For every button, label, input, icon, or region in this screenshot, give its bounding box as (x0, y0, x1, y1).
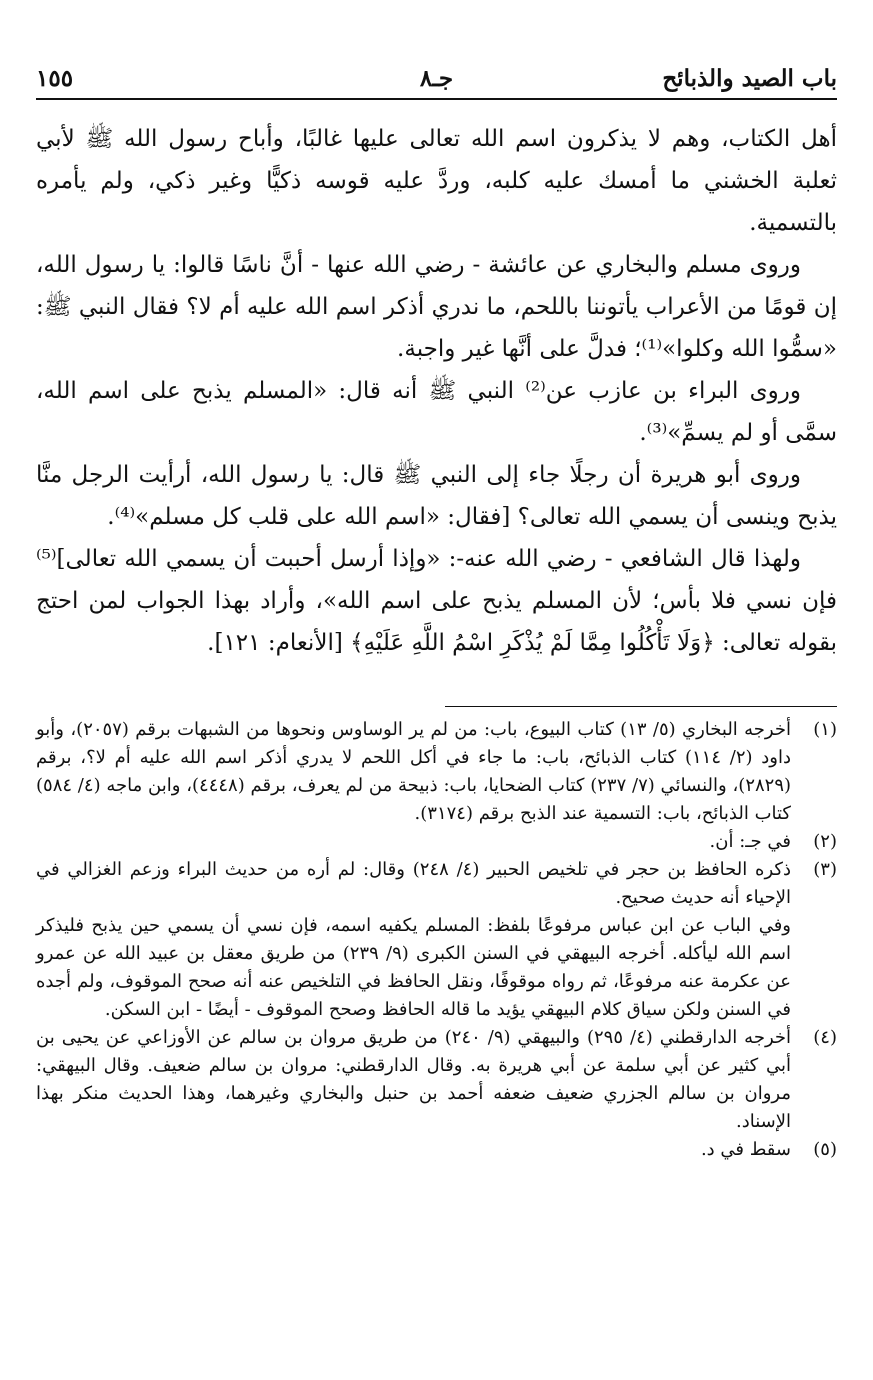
footnote-text: أخرجه الدارقطني (٤/ ٢٩٥) والبيهقي (٩/ ٢٤٠) من طريق مروان بن سالم عن الأوزاعي عن يحيى بن أبي كثير عن أبي سلمة عن أبي هريرة به. وقال الدارقطني: مروان بن سالم ضعيف. وقال البيهقي: مروان بن سالم الجزري ضعيف ضعفه أحمد بن حنبل والبخاري وغيرهما، وهذا الحديث منكر بهذا الإسناد. (36, 1027, 792, 1132)
page-number: ١٥٥ (36, 65, 74, 92)
paragraph: أهل الكتاب، وهم لا يذكرون اسم الله تعالى عليها غالبًا، وأباح رسول الله ﷺ لأبي ثعلبة الخشني ما أمسك عليه كلبه، وردَّ عليه قوسه ذكيًّا وغير ذكي، ولم يأمره بالتسمية. (36, 126, 837, 236)
running-header (36, 56, 837, 100)
volume-label: جـ٨ (419, 65, 454, 92)
footnote-text: أخرجه البخاري (٥/ ١٣) كتاب البيوع، باب: من لم ير الوساوس ونحوها من الشبهات برقم (٢٠٥٧)، وأبو داود (٢/ ١١٤) كتاب الذبائح، باب: ما جاء في أكل اللحم لا يدري أذكر اسم الله عليه أم لا؟، برقم (٢٨٢٩)، والنسائي (٧/ ٢٣٧) كتاب الضحايا، باب: ذبيحة من لم يعرف، برقم (٤٤٤٨)، وابن ماجه (٤/ ٥٨٤) كتاب الذبائح، باب: التسمية عند الذبح برقم (٣١٧٤). (36, 719, 792, 824)
footnote-separator (445, 706, 837, 707)
footnote-number: (٤) (813, 1027, 837, 1048)
main-text (36, 118, 837, 664)
footnote (36, 856, 837, 1024)
footnote-number: (٣) (813, 859, 837, 880)
footnote (36, 1024, 837, 1136)
footnote (36, 1136, 837, 1164)
paragraph: ولهذا قال الشافعي - رضي الله عنه-: «وإذا أرسل أحببت أن يسمي الله تعالى]⁽⁵⁾ فإن نسي فلا بأس؛ لأن المسلم يذبح على اسم الله»، وأراد بهذا الجواب لمن احتج بقوله تعالى: ﴿وَلَا تَأْكُلُوا مِمَّا لَمْ يُذْكَرِ اسْمُ اللَّهِ عَلَيْهِ﴾ [الأنعام: ١٢١]. (36, 546, 837, 656)
footnote-number: (١) (813, 719, 837, 740)
footnote (36, 716, 837, 828)
footnote-text: ذكره الحافظ بن حجر في تلخيص الحبير (٤/ ٢٤٨) وقال: لم أره من حديث البراء وزعم الغزالي في الإحياء أنه حديث صحيح. (36, 859, 792, 908)
chapter-title: باب الصيد والذبائح (662, 65, 837, 92)
footnote-number: (٢) (813, 831, 837, 852)
paragraph: وروى مسلم والبخاري عن عائشة - رضي الله عنها - أنَّ ناسًا قالوا: يا رسول الله، إن قومًا من الأعراب يأتوننا باللحم، ما ندري أذكر اسم الله عليه أم لا؟ فقال النبي ﷺ: «سمُّوا الله وكلوا»⁽¹⁾؛ فدلَّ على أنَّها غير واجبة. (36, 252, 837, 362)
footnote-text: في جـ: أن. (709, 831, 791, 852)
paragraph: وروى أبو هريرة أن رجلًا جاء إلى النبي ﷺ قال: يا رسول الله، أرأيت الرجل منَّا يذبح وينسى أن يسمي الله تعالى؟ [فقال: «اسم الله على قلب كل مسلم»⁽⁴⁾. (36, 462, 837, 530)
footnote-number: (٥) (813, 1139, 837, 1160)
footnotes (36, 716, 837, 1164)
paragraph: وروى البراء بن عازب عن⁽²⁾ النبي ﷺ أنه قال: «المسلم يذبح على اسم الله، سمَّى أو لم يسمِّ»⁽³⁾. (36, 378, 837, 446)
footnote-text: وفي الباب عن ابن عباس مرفوعًا بلفظ: المسلم يكفيه اسمه، فإن نسي أن يسمي حين يذبح فليذكر اسم الله ليأكله. أخرجه البيهقي في السنن الكبرى (٩/ ٢٣٩) من طريق معقل بن عبيد الله عن عمرو عن عكرمة عنه مرفوعًا، ثم رواه موقوفًا، ونقل الحافظ في التلخيص عنه أنه صحح الموقوف، ولم أجده في السنن ولكن سياق كلام البيهقي يؤيد ما قاله الحافظ وصحح الموقوف - أيضًا - ابن السكن. (36, 915, 791, 1020)
footnote (36, 828, 837, 856)
footnote-text: سقط في د. (700, 1139, 791, 1160)
